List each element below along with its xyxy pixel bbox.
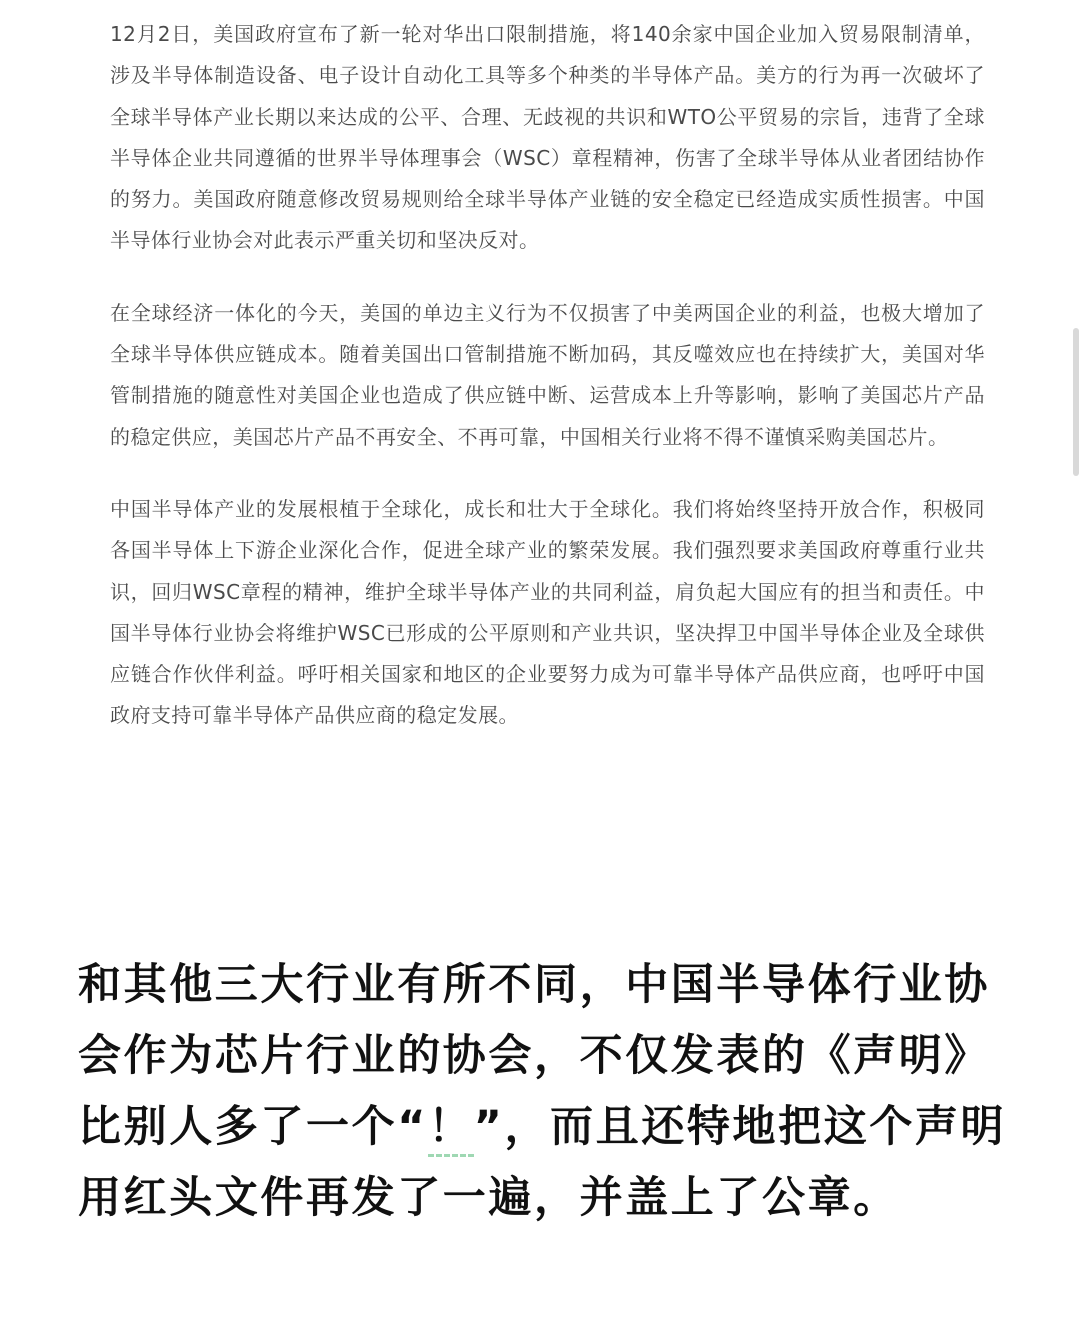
- article-paragraph-3: 中国半导体产业的发展根植于全球化，成长和壮大于全球化。我们将始终坚持开放合作，积极同各国半导体上下游企业深化合作，促进全球产业的繁荣发展。我们强烈要求美国政府尊重行业共识，回归WSC章程的精神，维护全球半导体产业的共同利益，肩负起大国应有的担当和责任。中国半导体行业协会将维护WSC已形成的公平原则和产业共识，坚决捍卫中国半导体企业及全球供应链合作伙伴利益。呼吁相关国家和地区的企业要努力成为可靠半导体产品供应商，也呼吁中国政府支持可靠半导体产品供应商的稳定发展。: [110, 496, 985, 728]
- commentary-text-end: ”，而且还特地把这个声明用红头文件再发了一遍，并盖上了公章。: [78, 1102, 1007, 1223]
- article-body: [110, 14, 985, 768]
- highlighted-exclamation[interactable]: ！: [428, 1102, 474, 1157]
- commentary-text: [78, 950, 1008, 1234]
- article-paragraph-2: 在全球经济一体化的今天，美国的单边主义行为不仅损害了中美两国企业的利益，也极大增加了全球半导体供应链成本。随着美国出口管制措施不断加码，其反噬效应也在持续扩大，美国对华管制措施的随意性对美国企业也造成了供应链中断、运营成本上升等影响，影响了美国芯片产品的稳定供应，美国芯片产品不再安全、不再可靠，中国相关行业将不得不谨慎采购美国芯片。: [110, 300, 985, 449]
- scrollbar-thumb[interactable]: [1073, 328, 1079, 476]
- commentary-text-start: 和其他三大行业有所不同，中国半导体行业协会作为芯片行业的协会，不仅发表的《声明》比别人多了一个“: [78, 960, 990, 1152]
- article-paragraph-1: 12月2日，美国政府宣布了新一轮对华出口限制措施，将140余家中国企业加入贸易限制清单，涉及半导体制造设备、电子设计自动化工具等多个种类的半导体产品。美方的行为再一次破坏了全球半导体产业长期以来达成的公平、合理、无歧视的共识和WTO公平贸易的宗旨，违背了全球半导体企业共同遵循的世界半导体理事会（WSC）章程精神，伤害了全球半导体从业者团结协作的努力。美国政府随意修改贸易规则给全球半导体产业链的安全稳定已经造成实质性损害。中国半导体行业协会对此表示严重关切和坚决反对。: [110, 22, 985, 253]
